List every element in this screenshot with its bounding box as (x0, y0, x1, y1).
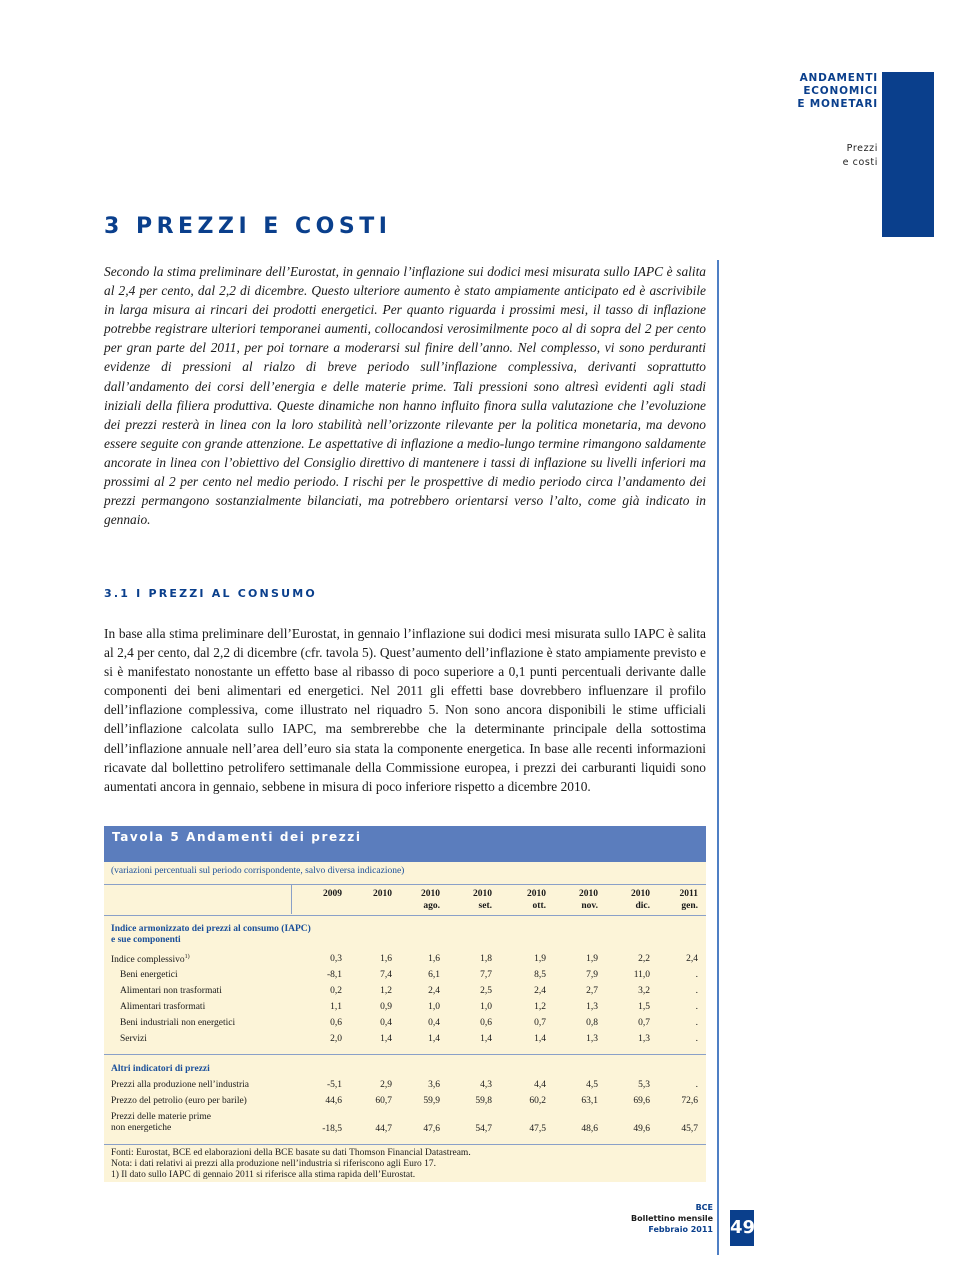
table-note: Fonti: Eurostat, BCE ed elaborazioni della BCE basate su dati Thomson Financial Datastream. (111, 1148, 471, 1158)
table-cell: . (695, 970, 698, 980)
column-month: nov. (581, 901, 598, 911)
row-label-text: Alimentari trasformati (120, 1002, 206, 1012)
intro-paragraph (104, 262, 706, 529)
column-year: 2010 (473, 889, 492, 899)
row-label (111, 1096, 247, 1107)
table-cell: 8,5 (534, 970, 546, 980)
table-cell: 2,7 (586, 986, 598, 996)
row-label (111, 1080, 249, 1091)
table-cell: 1,2 (380, 986, 392, 996)
section-tab (882, 72, 934, 237)
table-cell: 0,7 (534, 1018, 546, 1028)
table-title: Tavola 5 Andamenti dei prezzi (104, 826, 706, 862)
footer-line: BCE (695, 1203, 713, 1212)
table-cell: 54,7 (475, 1124, 492, 1134)
row-label-text: Beni energetici (120, 970, 178, 980)
table-cell: 3,6 (428, 1080, 440, 1090)
row-label (111, 1112, 211, 1134)
table-cell: 1,0 (428, 1002, 440, 1012)
table-row (104, 1032, 706, 1048)
table-cell: 0,4 (380, 1018, 392, 1028)
table-cell: 1,5 (638, 1002, 650, 1012)
header-divider (291, 884, 292, 914)
page-number: 49 (730, 1210, 754, 1246)
table-cell: 7,7 (480, 970, 492, 980)
section-header-line: ANDAMENTI (799, 72, 878, 84)
column-year: 2009 (323, 889, 342, 899)
table-cell: . (695, 1002, 698, 1012)
table-cell: 6,1 (428, 970, 440, 980)
table-cell: 0,3 (330, 954, 342, 964)
table-cell: 44,7 (375, 1124, 392, 1134)
table-cell: 60,7 (375, 1096, 392, 1106)
table-cell: 4,3 (480, 1080, 492, 1090)
subsection-header (758, 142, 878, 170)
table-cell: 0,2 (330, 986, 342, 996)
table-cell: -5,1 (326, 1080, 342, 1090)
subsection-header-line: e costi (842, 157, 878, 168)
table-cell: 1,2 (534, 1002, 546, 1012)
row-label-text: Prezzo del petrolio (euro per barile) (111, 1096, 247, 1106)
table-cell: 47,5 (529, 1124, 546, 1134)
row-label-text: Prezzi delle materie prime non energetiche (111, 1112, 211, 1133)
chapter-title: 3 PREZZI E COSTI (104, 214, 392, 239)
table-cell: . (695, 1080, 698, 1090)
table-divider (104, 1054, 706, 1055)
column-year: 2010 (421, 889, 440, 899)
column-header (302, 888, 342, 900)
table-cell: 1,1 (330, 1002, 342, 1012)
section-header-line: ECONOMICI (803, 85, 878, 97)
column-month: ott. (532, 901, 546, 911)
table-cell: 44,6 (325, 1096, 342, 1106)
row-label-text: Indice complessivo (111, 955, 185, 966)
table-cell: 2,4 (428, 986, 440, 996)
table-cell: 0,4 (428, 1018, 440, 1028)
section-heading: 3.1 I PREZZI AL CONSUMO (104, 587, 317, 600)
table-cell: 7,4 (380, 970, 392, 980)
row-label (120, 1018, 235, 1029)
row-label (120, 986, 222, 997)
section-header-line: E MONETARI (797, 98, 878, 110)
table-cell: 0,9 (380, 1002, 392, 1012)
row-label-text: Prezzi alla produzione nell’industria (111, 1080, 249, 1090)
table-cell: -18,5 (322, 1124, 342, 1134)
table-cell: 1,4 (428, 1034, 440, 1044)
table-cell: -8,1 (326, 970, 342, 980)
column-header (352, 888, 392, 900)
footnote-marker: 1) (184, 954, 190, 960)
column-month: dic. (635, 901, 650, 911)
table-cell: 69,6 (633, 1096, 650, 1106)
column-header (506, 888, 546, 912)
table-cell: 4,5 (586, 1080, 598, 1090)
table-row (104, 1000, 706, 1016)
table-cell: 2,2 (638, 954, 650, 964)
table-cell: 0,6 (480, 1018, 492, 1028)
table-cell: 1,3 (638, 1034, 650, 1044)
column-header (452, 888, 492, 912)
footer-line: Bollettino mensile (631, 1214, 713, 1223)
table-cell: 2,5 (480, 986, 492, 996)
table-cell: 7,9 (586, 970, 598, 980)
column-month: set. (478, 901, 492, 911)
table-cell: 1,6 (380, 954, 392, 964)
column-header (658, 888, 698, 912)
body-text: In base alla stima preliminare dell’Eurostat, in gennaio l’inflazione sui dodici mesi misurata sullo IAPC è salita al 2,4 per cento, dal 2,2 di dicembre (cfr. tavola 5). Quest’aumento dell’inflazione è stato ampiamente previsto e si è manifestato nonostante un effetto base al ribasso di poco superiore a 0,1 punti percentuali derivante dalle componenti dei beni alimentari ed energetici. Nel 2011 gli effetti base dovrebbero influenzare il profilo dell’inflazione complessiva, come illustrato nel riquadro 5. Non sono ancora disponibili le stime ufficiali dell’inflazione calcolata sullo IAPC, ma sembrerebbe che la determinante principale della sottostima dell’inflazione annuale nell’area dell’euro sia stata la componente energetica. In base alle recenti informazioni ricavate dal bollettino petrolifero settimanale della Commissione europea, i prezzi dei carburanti liquidi sono aumentati ancora in gennaio, sebbene in misura di poco inferiore rispetto a dicembre 2010. (104, 626, 706, 794)
table-subtitle: (variazioni percentuali sul periodo corrispondente, salvo diversa indicazione) (111, 866, 405, 876)
footer-publication (600, 1202, 713, 1235)
column-header (558, 888, 598, 912)
table-cell: 1,0 (480, 1002, 492, 1012)
row-label (120, 1034, 147, 1045)
row-label (120, 1002, 205, 1013)
column-year: 2011 (679, 889, 698, 899)
table-row (104, 1078, 706, 1094)
table-cell: . (695, 1018, 698, 1028)
table-section-label: Indice armonizzato dei prezzi al consumo (IAPC) e sue componenti (111, 924, 311, 945)
footer-line: Febbraio 2011 (648, 1225, 713, 1234)
table-row (104, 1094, 706, 1110)
table-cell: 1,9 (534, 954, 546, 964)
table-cell: 3,2 (638, 986, 650, 996)
table-cell: 72,6 (681, 1096, 698, 1106)
table-cell: 2,4 (534, 986, 546, 996)
table-cell: 5,3 (638, 1080, 650, 1090)
row-label-text: Alimentari non trasformati (120, 986, 222, 996)
table-cell: . (695, 1034, 698, 1044)
table-cell: 1,3 (586, 1034, 598, 1044)
table-cell: 0,8 (586, 1018, 598, 1028)
column-header (610, 888, 650, 912)
table-row (104, 952, 706, 968)
table-cell: 2,9 (380, 1080, 392, 1090)
table-cell: 59,8 (475, 1096, 492, 1106)
table-cell: 47,6 (423, 1124, 440, 1134)
table-row (104, 1110, 706, 1136)
table-cell: 11,0 (633, 970, 650, 980)
table-note: Nota: i dati relativi ai prezzi alla produzione nell’industria si riferiscono agli Euro 17. (111, 1159, 437, 1169)
table-row (104, 984, 706, 1000)
table-row (104, 1016, 706, 1032)
row-label-text: Beni industriali non energetici (120, 1018, 236, 1028)
column-year: 2010 (373, 889, 392, 899)
column-header (400, 888, 440, 912)
table-cell: 1,4 (480, 1034, 492, 1044)
table-section-label: Altri indicatori di prezzi (111, 1064, 210, 1074)
table-cell: 59,9 (423, 1096, 440, 1106)
table-cell: 1,4 (534, 1034, 546, 1044)
subsection-header-line: Prezzi (846, 143, 878, 154)
margin-rule (717, 260, 719, 1255)
table-cell: 45,7 (681, 1124, 698, 1134)
table-cell: 1,3 (586, 1002, 598, 1012)
table-row (104, 968, 706, 984)
table-cell: 4,4 (534, 1080, 546, 1090)
row-label (111, 954, 190, 966)
column-year: 2010 (527, 889, 546, 899)
table-cell: 63,1 (581, 1096, 598, 1106)
section-header (678, 72, 878, 111)
table-cell: 2,4 (686, 954, 698, 964)
column-year: 2010 (579, 889, 598, 899)
table-cell: 49,6 (633, 1124, 650, 1134)
table-cell: 0,7 (638, 1018, 650, 1028)
table-cell: 1,9 (586, 954, 598, 964)
table-cell: . (695, 986, 698, 996)
table-cell: 1,4 (380, 1034, 392, 1044)
column-year: 2010 (631, 889, 650, 899)
table-cell: 60,2 (529, 1096, 546, 1106)
table-cell: 1,8 (480, 954, 492, 964)
column-month: gen. (681, 901, 698, 911)
table-cell: 2,0 (330, 1034, 342, 1044)
table-note: 1) Il dato sullo IAPC di gennaio 2011 si riferisce alla stima rapida dell’Eurostat. (111, 1170, 416, 1180)
intro-text: Secondo la stima preliminare dell’Eurostat, in gennaio l’inflazione sui dodici mesi misurata sullo IAPC è salita al 2,4 per cento, dal 2,2 di dicembre. Questo ulteriore aumento è stato ampiamente anticipato ed è ascrivibile in larga misura ai rincari dei prodotti energetici. Per quanto riguarda i prossimi mesi, il tasso di inflazione potrebbe registrare ulteriori temporanei aumenti, collocandosi verosimilmente poco al di sopra del 2 per cento per gran parte del 2011, per poi tornare a moderarsi sul finire dell’anno. Nel complesso, vi sono perduranti evidenze di pressioni al rialzo di breve periodo sull’inflazione complessiva, derivanti soprattutto dall’andamento dei corsi dell’energia e delle materie prime. Tali pressioni sono altresì evidenti agli stadi iniziali della filiera produttiva. Queste dinamiche non hanno influito finora sulla valutazione che l’evoluzione dei prezzi resterà in linea con la loro stabilità nell’orizzonte rilevante per la politica monetaria, ma devono essere seguite con grande attenzione. Le aspettative di inflazione a medio-lungo termine rimangono saldamente ancorate in linea con l’obiettivo del Consiglio direttivo di mantenere i tassi di inflazione su livelli inferiori ma prossimi al 2 per cento nel medio periodo. I rischi per le prospettive di medio periodo circa l’andamento dei prezzi permangono sostanzialmente bilanciati, ma potrebbero orientarsi verso l’alto, come già indicato in gennaio. (104, 264, 706, 528)
table-cell: 1,6 (428, 954, 440, 964)
row-label (120, 970, 178, 981)
table-cell: 0,6 (330, 1018, 342, 1028)
table-cell: 48,6 (581, 1124, 598, 1134)
body-paragraph (104, 624, 706, 796)
row-label-text: Servizi (120, 1034, 147, 1044)
notes-divider (104, 1144, 706, 1145)
price-table (104, 826, 706, 1182)
column-month: ago. (423, 901, 440, 911)
